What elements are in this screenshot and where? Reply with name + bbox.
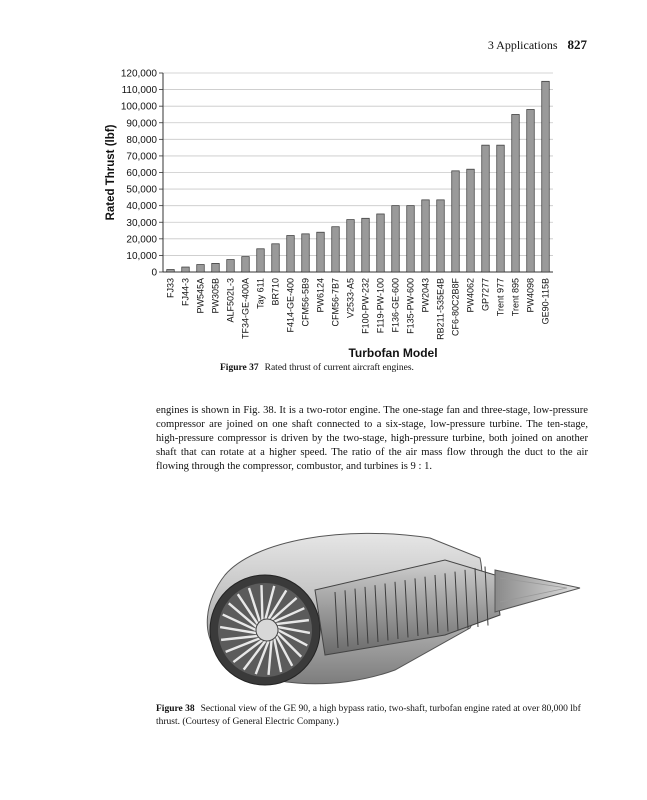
bar-pw305b xyxy=(212,263,220,272)
figure-37-label: Figure 37 xyxy=(220,363,259,373)
x-tick-label: FJ44-3 xyxy=(180,278,191,307)
x-tick-label: F119-PW-100 xyxy=(375,278,386,334)
y-tick-label: 20,000 xyxy=(126,234,157,246)
ge90-cutaway-illustration xyxy=(195,520,590,690)
bar-pw2043 xyxy=(422,200,430,272)
y-tick-label: 50,000 xyxy=(126,184,157,196)
x-tick-label: TF34-GE-400A xyxy=(240,278,251,340)
y-tick-label: 70,000 xyxy=(126,151,157,163)
y-tick-label: 110,000 xyxy=(121,85,157,97)
bar-f100-pw-232 xyxy=(362,218,370,272)
x-tick-label: PW2043 xyxy=(420,278,431,313)
x-tick-label: Trent 895 xyxy=(510,278,521,317)
figure-38-caption xyxy=(156,703,596,729)
x-tick-label: PW545A xyxy=(195,278,206,314)
x-axis-title: Turbofan Model xyxy=(348,346,438,360)
x-tick-label: F100-PW-232 xyxy=(360,278,371,334)
x-tick-label: F414-GE-400 xyxy=(285,278,296,333)
bar-f119-pw-100 xyxy=(377,214,385,272)
exhaust-cone xyxy=(495,570,580,612)
bar-pw545a xyxy=(197,265,205,272)
y-axis-title: Rated Thrust (lbf) xyxy=(105,124,117,221)
x-tick-label: Trent 977 xyxy=(495,278,506,317)
y-tick-label: 100,000 xyxy=(120,101,157,113)
bar-pw4062 xyxy=(467,169,475,272)
bar-tay-611 xyxy=(257,249,265,272)
y-tick-label: 10,000 xyxy=(126,250,157,262)
bar-gp7277 xyxy=(482,145,490,272)
bar-trent-977 xyxy=(497,145,505,272)
x-tick-label: V2533-A5 xyxy=(345,278,356,319)
bar-tf34-ge-400a xyxy=(242,257,250,272)
x-tick-label: CFM56-7B7 xyxy=(330,278,341,327)
bar-v2533-a5 xyxy=(347,220,355,272)
fan-spinner xyxy=(256,619,278,641)
x-tick-label: GE90-115B xyxy=(540,278,551,325)
x-tick-label: CFM56-5B9 xyxy=(300,278,311,327)
x-tick-label: F136-GE-600 xyxy=(390,278,401,333)
page-number: 827 xyxy=(567,37,587,52)
body-paragraph: engines is shown in Fig. 38. It is a two-rotor engine. The one-stage fan and three-stage, low-pressure compressor are joined on one shaft connected to a six-stage, low-pressure turbine. The ten-stage, high-pressure compressor is driven by the two-stage, high-pressure turbine, both joined on another shaft that can rotate at a higher speed. The ratio of the air mass flow through the duct to the air flowing through the compressor, combustor, and turbines is 9 : 1. xyxy=(156,405,588,472)
bar-pw4098 xyxy=(527,109,535,272)
x-tick-label: CF6-80C2B8F xyxy=(450,278,461,337)
bar-fj44-3 xyxy=(182,267,190,272)
y-tick-label: 90,000 xyxy=(126,118,157,130)
x-tick-label: PW305B xyxy=(210,278,221,314)
bar-cfm56-5b9 xyxy=(302,234,310,272)
bar-ge90-115b xyxy=(542,81,550,272)
thrust-bar-chart xyxy=(0,0,647,372)
x-tick-label: ALF502L-3 xyxy=(225,278,236,323)
bar-f136-ge-600 xyxy=(392,206,400,272)
bar-cf6-80c2b8f xyxy=(452,171,460,272)
y-tick-label: 40,000 xyxy=(126,201,157,213)
bar-trent-895 xyxy=(512,114,520,272)
fan-blade xyxy=(261,585,262,620)
y-tick-label: 80,000 xyxy=(126,134,157,146)
figure-38-text: Sectional view of the GE 90, a high bypass ratio, two-shaft, turbofan engine rated at over 80,000 lbf thrust. (Courtesy of General Electric Company.) xyxy=(156,704,581,727)
figure-37-text: Rated thrust of current aircraft engines. xyxy=(264,363,414,373)
bar-f414-ge-400 xyxy=(287,236,295,272)
bar-br710 xyxy=(272,244,280,272)
x-tick-label: RB211-535E4B xyxy=(435,278,446,340)
x-tick-label: GP7277 xyxy=(480,278,491,312)
y-tick-label: 30,000 xyxy=(126,217,157,229)
bar-pw6124 xyxy=(317,232,325,272)
figure-38-label: Figure 38 xyxy=(156,704,195,714)
bar-rb211-535e4b xyxy=(437,200,445,272)
y-tick-label: 60,000 xyxy=(126,168,157,179)
x-tick-label: PW4098 xyxy=(525,278,536,313)
bar-f135-pw-600 xyxy=(407,206,415,272)
bar-cfm56-7b7 xyxy=(332,227,340,272)
y-tick-label: 0 xyxy=(151,267,157,279)
running-head: 3 Applications xyxy=(487,38,558,52)
x-tick-label: Tay 611 xyxy=(255,278,266,309)
figure-37-caption xyxy=(220,362,520,375)
x-tick-label: FJ33 xyxy=(165,278,176,299)
bar-fj33 xyxy=(167,270,175,272)
y-tick-label: 120,000 xyxy=(120,68,157,80)
x-tick-label: PW6124 xyxy=(315,278,326,313)
x-tick-label: PW4062 xyxy=(465,278,476,313)
bar-alf502l-3 xyxy=(227,260,235,272)
x-tick-label: BR710 xyxy=(270,278,281,306)
x-tick-label: F135-PW-600 xyxy=(405,278,416,334)
